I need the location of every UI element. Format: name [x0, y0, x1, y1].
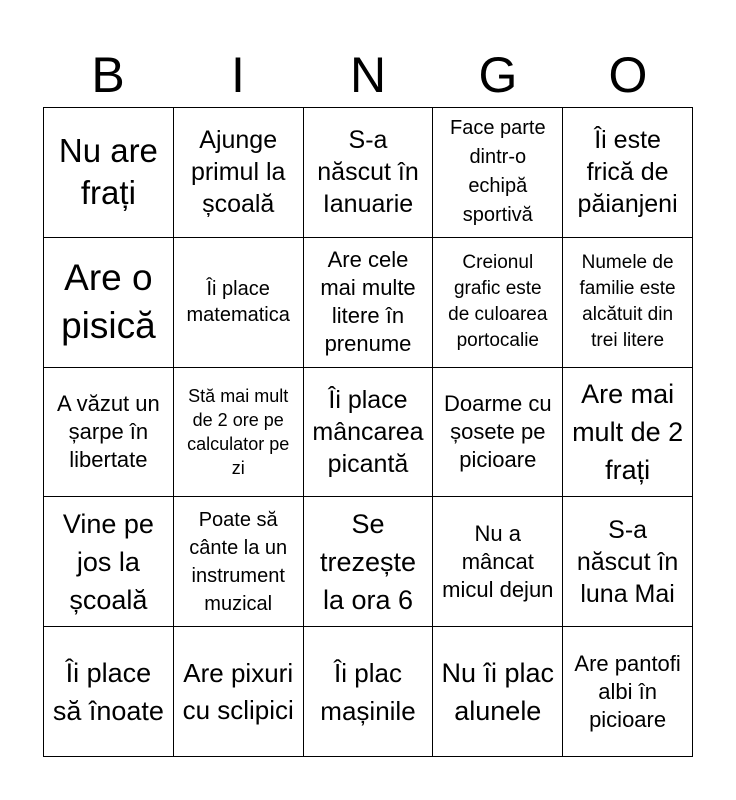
bingo-cell-r1-c4[interactable] [433, 108, 563, 238]
cell-text: Creionul grafic este de culoarea portocalie [448, 252, 548, 352]
bingo-cell-r1-c1[interactable] [44, 108, 174, 238]
cell-text: Are pixuri cu sclipici [182, 657, 294, 725]
cell-text: Îi plac mașinile [320, 657, 416, 726]
cell-text: Poate să cânte la un instrument muzical [189, 508, 288, 615]
header-letter-b: B [91, 47, 125, 103]
cell-text: Doarme cu șosete pe picioare [443, 390, 552, 472]
header-letter-i: I [231, 47, 245, 103]
bingo-cell-r4-c4[interactable] [433, 497, 563, 627]
cell-text: Are mai mult de 2 frați [572, 378, 684, 485]
cell-text: Nu a mâncat micul dejun [442, 520, 554, 602]
bingo-cell-r5-c5[interactable] [563, 627, 693, 757]
header-letter-g: G [478, 47, 518, 103]
cell-text: Îi este frică de păianjeni [577, 126, 678, 219]
bingo-cell-r5-c1[interactable] [44, 627, 174, 757]
bingo-cell-r5-c3[interactable] [304, 627, 434, 757]
cell-text: Stă mai mult de 2 ore pe calculator pe zi [187, 385, 290, 478]
bingo-header [43, 44, 693, 106]
cell-text: Numele de familie este alcătuit din trei litere [579, 252, 676, 352]
header-letter-n: N [349, 47, 387, 103]
bingo-cell-r2-c3[interactable] [304, 238, 434, 368]
cell-text: Face parte dintr-o echipă sportivă [449, 117, 546, 227]
bingo-cell-r4-c1[interactable] [44, 497, 174, 627]
bingo-cell-r1-c3[interactable] [304, 108, 434, 238]
bingo-cell-r3-c3[interactable] [304, 368, 434, 498]
cell-text: A văzut un șarpe în libertate [57, 390, 160, 472]
bingo-cell-r2-c2[interactable] [174, 238, 304, 368]
bingo-cell-r2-c5[interactable] [563, 238, 693, 368]
bingo-cell-r4-c5[interactable] [563, 497, 693, 627]
bingo-cell-r4-c3[interactable] [304, 497, 434, 627]
cell-text: Are pantofi albi în picioare [574, 650, 681, 732]
bingo-cell-r5-c4[interactable] [433, 627, 563, 757]
bingo-cell-r1-c2[interactable] [174, 108, 304, 238]
cell-text: S-a născut în luna Mai [576, 515, 679, 608]
cell-text: Se trezește la ora 6 [319, 508, 417, 615]
bingo-cell-r3-c2[interactable] [174, 368, 304, 498]
cell-text: Are o pisică [61, 257, 156, 347]
bingo-card [43, 107, 693, 757]
bingo-cell-r3-c4[interactable] [433, 368, 563, 498]
cell-text: Îi place matematica [186, 278, 290, 327]
cell-text: S-a născut în Ianuarie [317, 126, 419, 219]
bingo-cell-r4-c2[interactable] [174, 497, 304, 627]
cell-text: Vine pe jos la școală [62, 508, 154, 615]
cell-text: Nu are frați [58, 132, 158, 212]
cell-text: Nu îi plac alunele [441, 657, 555, 726]
header-letter-o: O [608, 47, 648, 103]
bingo-cell-r2-c4[interactable] [433, 238, 563, 368]
cell-text: Are cele mai multe litere în prenume [320, 247, 416, 357]
bingo-cell-r2-c1[interactable] [44, 238, 174, 368]
cell-text: Ajunge primul la școală [190, 126, 286, 219]
cell-text: Îi place să înoate [52, 657, 164, 726]
bingo-cell-r1-c5[interactable] [563, 108, 693, 238]
bingo-cell-r5-c2[interactable] [174, 627, 304, 757]
bingo-cell-r3-c5[interactable] [563, 368, 693, 498]
cell-text: Îi place mâncarea picantă [312, 385, 424, 478]
bingo-cell-r3-c1[interactable] [44, 368, 174, 498]
